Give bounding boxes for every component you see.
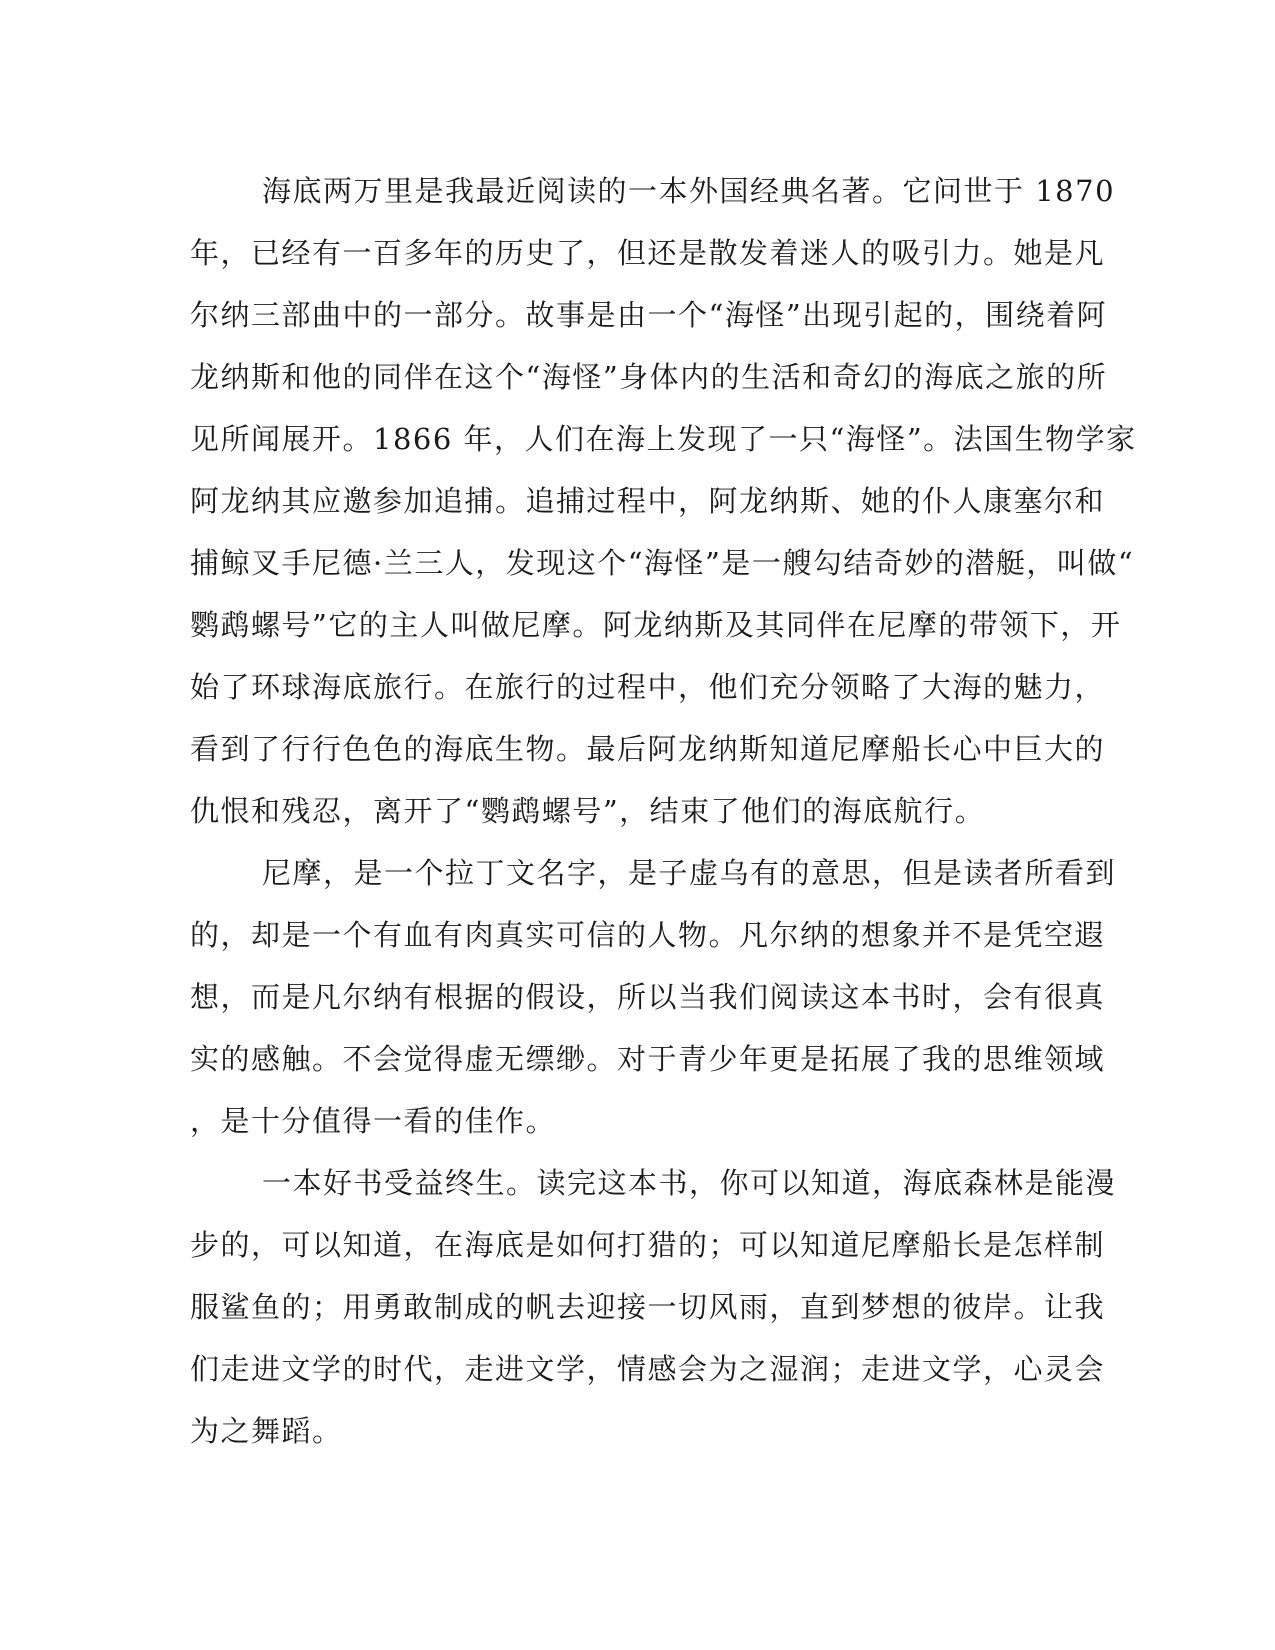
paragraph-line: 始了环球海底旅行。在旅行的过程中，他们充分领略了大海的魅力，: [190, 670, 1106, 704]
paragraph-line: 实的感触。不会觉得虚无缥缈。对于青少年更是拓展了我的思维领域: [190, 1042, 1106, 1076]
paragraph-line: 仇恨和残忍，离开了“鹦鹉螺号”，结束了他们的海底航行。: [190, 794, 986, 828]
paragraph-line: 年，已经有一百多年的历史了，但还是散发着迷人的吸引力。她是凡: [190, 236, 1106, 270]
paragraph-line: 阿龙纳其应邀参加追捕。追捕过程中，阿龙纳斯、她的仆人康塞尔和: [190, 484, 1106, 518]
paragraph-line: 海底两万里是我最近阅读的一本外国经典名著。它问世于 1870: [262, 174, 1116, 208]
paragraph-line: 尼摩，是一个拉丁文名字，是子虚乌有的意思，但是读者所看到: [262, 856, 1117, 890]
paragraph-line: ，是十分值得一看的佳作。: [190, 1104, 557, 1138]
body-text: [190, 160, 1137, 1462]
paragraph-line: 们走进文学的时代，走进文学，情感会为之湿润；走进文学，心灵会: [190, 1352, 1106, 1386]
paragraph-line: 步的，可以知道，在海底是如何打猎的；可以知道尼摩船长是怎样制: [190, 1228, 1106, 1262]
paragraph-line: 的，却是一个有血有肉真实可信的人物。凡尔纳的想象并不是凭空遐: [190, 918, 1106, 952]
paragraph-2: [190, 842, 1117, 1152]
paragraph-line: 为之舞蹈。: [190, 1414, 343, 1448]
paragraph-line: 看到了行行色色的海底生物。最后阿龙纳斯知道尼摩船长心中巨大的: [190, 732, 1106, 766]
paragraph-line: 鹦鹉螺号”它的主人叫做尼摩。阿龙纳斯及其同伴在尼摩的带领下，开: [190, 608, 1122, 642]
paragraph-line: 捕鲸叉手尼德·兰三人，发现这个“海怪”是一艘勾结奇妙的潜艇，叫做“: [190, 546, 1135, 580]
paragraph-line: 尔纳三部曲中的一部分。故事是由一个“海怪”出现引起的，围绕着阿: [190, 298, 1108, 332]
paragraph-line: 龙纳斯和他的同伴在这个“海怪”身体内的生活和奇幻的海底之旅的所: [190, 360, 1108, 394]
paragraph-line: 服鲨鱼的；用勇敢制成的帆去迎接一切风雨，直到梦想的彼岸。让我: [190, 1290, 1106, 1324]
paragraph-line: 一本好书受益终生。读完这本书，你可以知道，海底森林是能漫: [262, 1166, 1117, 1200]
paragraph-line: 见所闻展开。1866 年，人们在海上发现了一只“海怪”。法国生物学家: [190, 422, 1137, 456]
paragraph-line: 想，而是凡尔纳有根据的假设，所以当我们阅读这本书时，会有很真: [190, 980, 1106, 1014]
paragraph-1: [190, 160, 1137, 842]
paragraph-3: [190, 1152, 1117, 1462]
